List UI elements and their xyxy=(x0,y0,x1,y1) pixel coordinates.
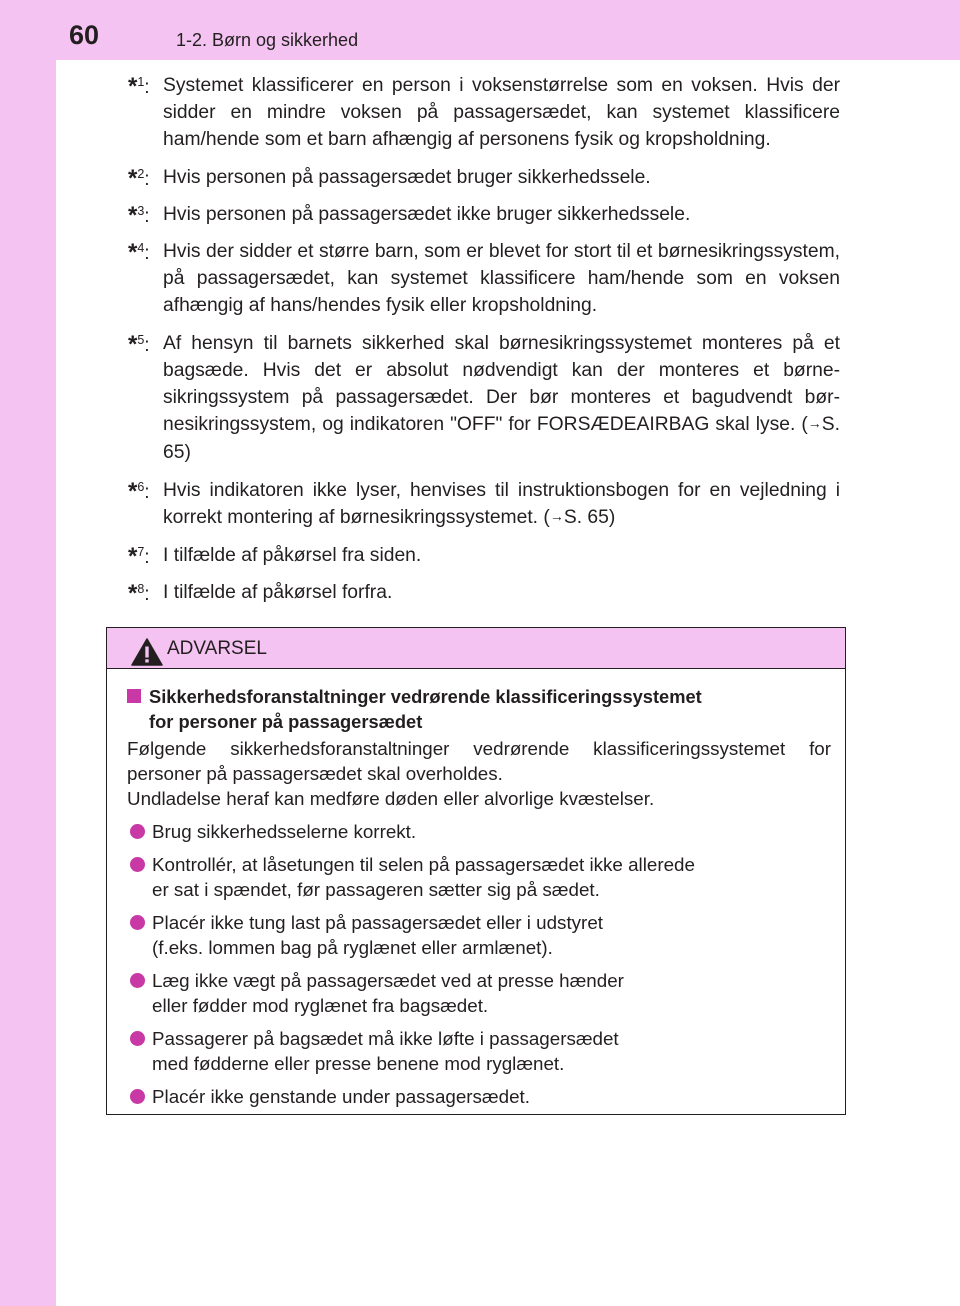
warning-subheading: Sikkerhedsforanstaltninger vedrørende klassificeringssystemet for personer på passagersædet xyxy=(127,684,831,734)
warning-triangle-icon xyxy=(131,638,163,666)
footnote: *$^2$: Hvis personen på passagersædet bruger sikkerhedssele. xyxy=(128,164,651,192)
footnote-text: Hvis indikatoren ikke lyser, henvises til instruktionsbogen for en vejledning i korrekt montering af børnesikringssystemet. ( xyxy=(163,479,840,528)
footnote: *$^5$: Af hensyn til barnets sikkerhed skal børnesikringssystemet monteres på et bagsæde. Hvis det er absolut nødvendigt kan der monteres et børnesikringssystem på passagersædet. Der bør monteres et bagudvendt børnesikringssystem, og indikatoren "OFF" for FORSÆDEAIRBAG skal lyse. (→S. 65) xyxy=(128,330,840,464)
square-bullet-icon xyxy=(127,689,141,703)
footnotes-list xyxy=(128,72,840,616)
arrow-right-icon: → xyxy=(549,507,564,524)
warning-bullet: Placér ikke genstande under passagersædet. xyxy=(127,1084,831,1109)
arrow-right-icon: → xyxy=(807,415,822,432)
footnote-text: Systemet klassificerer en person i voksenstørrelse som en voksen. Hvis der sidder en mindre voksen på passagersædet, kan systemet klassificere ham/hende som et barn afhængig af personens fysik og kropsholdning. xyxy=(163,75,840,151)
warning-bullet: Placér ikke tung last på passagersædet eller i udstyret (f.eks. lommen bag på ryglænet eller armlænet). xyxy=(127,910,831,960)
warning-header xyxy=(107,628,845,669)
bullet-dot-icon xyxy=(130,857,145,872)
footnote-text: Hvis der sidder et større barn, som er blevet for stort til et børnesikringssystem, på passagersædet, kan systemet klassificere ham/hende som en voksen afhængig af hans/hendes fysik eller kropsholdning. xyxy=(163,241,840,317)
footnote-text: Hvis personen på passagersædet ikke bruger sikkerhedssele. xyxy=(163,203,691,225)
warning-intro: Følgende sikkerhedsforanstaltninger vedrørende klassificeringssystemet for personer på passagersædet skal overholdes. Undladelse heraf kan medføre døden eller alvorlige kvæstelser. xyxy=(127,738,831,809)
footnote-text: Hvis personen på passagersædet bruger sikkerhedssele. xyxy=(163,166,651,188)
section-title: 1-2. Børn og sikkerhed xyxy=(176,30,359,50)
footnote: *$^3$: Hvis personen på passagersædet ikke bruger sikkerhedssele. xyxy=(128,201,691,229)
side-color-band xyxy=(0,0,56,1306)
warning-bullet: Passagerer på bagsædet må ikke løfte i passagersædet med fødderne eller presse benene mod ryglænet. xyxy=(127,1026,831,1076)
page-reference-link[interactable]: S. 65) xyxy=(563,506,616,528)
bullet-dot-icon xyxy=(130,824,145,839)
footnote: *$^1$: Systemet klassificerer en person i voksenstørrelse som en voksen. Hvis der sidder en mindre voksen på passagersædet, kan systemet klassificere ham/hende som et barn afhængig af personens fysik og kropsholdning. xyxy=(128,73,840,151)
footnote: *$^7$: I tilfælde af påkørsel fra siden. xyxy=(128,543,422,571)
bullet-dot-icon xyxy=(130,1031,145,1046)
warning-bullet: Brug sikkerhedsselerne korrekt. xyxy=(127,819,831,844)
page-number: 60 xyxy=(69,20,100,50)
page-reference-link[interactable]: S. 65) xyxy=(163,414,840,464)
warning-title: ADVARSEL xyxy=(167,638,267,659)
header-band xyxy=(0,0,960,60)
bullet-dot-icon xyxy=(130,915,145,930)
footnote: *$^8$: I tilfælde af påkørsel forfra. xyxy=(128,580,393,608)
bullet-dot-icon xyxy=(130,973,145,988)
warning-bullet: Læg ikke vægt på passagersædet ved at presse hænder eller fødder mod ryglænet fra bagsædet. xyxy=(127,968,831,1018)
bullet-dot-icon xyxy=(130,1089,145,1104)
footnote: *$^4$: Hvis der sidder et større barn, som er blevet for stort til et børnesikringssystem, på passagersædet, kan systemet klassificere ham/hende som en voksen afhængig af hans/hendes fysik eller kropsholdning. xyxy=(128,239,840,317)
footnote-text: I tilfælde af påkørsel forfra. xyxy=(163,582,393,604)
footnote-text: I tilfælde af påkørsel fra siden. xyxy=(163,545,422,567)
warning-bullet: Kontrollér, at låsetungen til selen på passagersædet ikke allerede er sat i spændet, før passageren sætter sig på sædet. xyxy=(127,852,831,902)
warning-box xyxy=(106,627,846,1115)
footnote: *$^6$: Hvis indikatoren ikke lyser, henvises til instruktionsbogen for en vejledning i korrekt montering af børnesikringssystemet. (→S. 65) xyxy=(128,477,840,532)
warning-body xyxy=(127,684,831,1109)
footnote-text: Af hensyn til barnets sikkerhed skal børnesikringssystemet monteres på et bagsæde. Hvis det er absolut nødvendigt kan der monteres et børnesikringssystem på passagersædet. Der bør monteres et bagudvendt børnesikringssystem, og indikatoren "OFF" for FORSÆDEAIRBAG skal lyse. ( xyxy=(163,332,840,436)
